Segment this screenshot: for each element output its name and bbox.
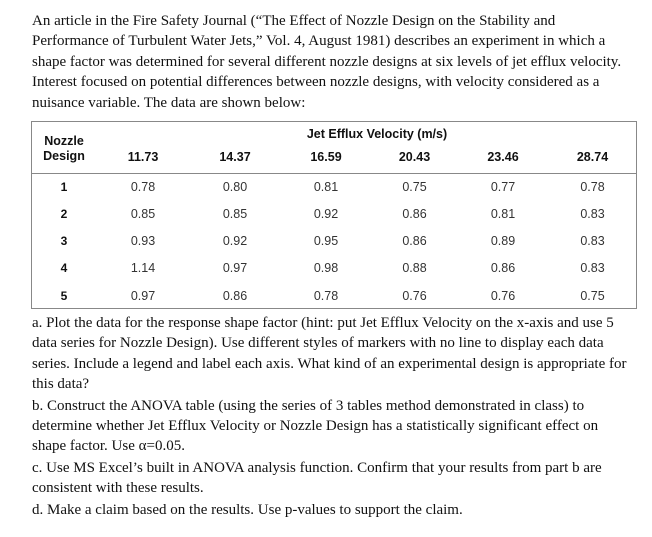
value-cell: 0.93 (130, 233, 156, 248)
table-header-divider (31, 173, 637, 174)
value-cell: 0.86 (402, 233, 427, 248)
value-cell: 0.89 (490, 233, 516, 248)
value-cell: 0.92 (222, 233, 248, 248)
table-row (31, 282, 637, 309)
value-cell: 1.14 (130, 261, 156, 275)
row-header-line1: Nozzle (44, 134, 84, 148)
design-cell: 1 (60, 179, 68, 194)
intro-paragraph: An article in the Fire Safety Journal (“The Effect of Nozzle Design on the Stability and Performance of Turbulent Water Jets,” Vol. 4, August 1981) describes an experiment in which a shape factor was determined for several different nozzle designs at six levels of jet efflux velocity. Interest focused on potential differences between nozzle designs, with velocity considered as a nuisance variable. The data are shown below: (32, 13, 622, 111)
design-cell: 4 (60, 261, 68, 275)
value-cell: 0.75 (402, 179, 427, 194)
velocity-header: 20.43 (398, 150, 431, 164)
value-cell: 0.98 (313, 261, 339, 275)
value-cell: 0.77 (490, 179, 516, 194)
row-header-line2: Design (43, 149, 85, 163)
design-cell: 5 (60, 288, 68, 303)
value-cell: 0.83 (580, 261, 605, 275)
problem-intro (32, 11, 632, 113)
question-b: b. Construct the ANOVA table (using the series of 3 tables method demonstrated in class) to determine whether Jet Efflux Velocity or Nozzle Design has a statistically significant effect on shape factor. Use α=0.05. (32, 397, 599, 455)
value-cell: 0.92 (313, 206, 339, 221)
design-cell: 3 (60, 233, 68, 248)
column-group-header: Jet Efflux Velocity (m/s) (306, 127, 448, 141)
value-cell: 0.97 (130, 288, 156, 303)
value-cell: 0.81 (313, 179, 339, 194)
question-d: d. Make a claim based on the results. Use p-values to support the claim. (32, 501, 463, 518)
value-cell: 0.97 (222, 261, 248, 275)
value-cell: 0.95 (313, 233, 339, 248)
design-cell: 2 (60, 206, 68, 221)
value-cell: 0.83 (580, 233, 605, 248)
question-list (32, 313, 632, 521)
value-cell: 0.85 (222, 206, 248, 221)
value-cell: 0.80 (222, 179, 248, 194)
value-cell: 0.75 (580, 288, 605, 303)
data-table (31, 121, 637, 309)
value-cell: 0.85 (130, 206, 156, 221)
value-cell: 0.88 (402, 261, 427, 275)
table-row (31, 254, 637, 282)
row-header (31, 121, 97, 173)
value-cell: 0.86 (222, 288, 248, 303)
value-cell: 0.78 (130, 179, 156, 194)
value-cell: 0.78 (580, 179, 605, 194)
value-cell: 0.83 (580, 206, 605, 221)
value-cell: 0.86 (490, 261, 516, 275)
table-row (31, 173, 637, 200)
table-row (31, 200, 637, 227)
value-cell: 0.76 (402, 288, 427, 303)
value-cell: 0.78 (313, 288, 339, 303)
question-a: a. Plot the data for the response shape factor (hint: put Jet Efflux Velocity on the x-axis and use 5 data series for Nozzle Design). Use different styles of markers with no line to display each data series. Include a legend and label each axis. What kind of an experimental design is appropriate for this data? (32, 315, 627, 393)
velocity-header: 16.59 (310, 150, 342, 164)
value-cell: 0.76 (490, 288, 516, 303)
value-cell: 0.81 (490, 206, 516, 221)
question-c: c. Use MS Excel’s built in ANOVA analysis function. Confirm that your results from part b are consistent with these results. (32, 459, 602, 497)
velocity-header: 14.37 (219, 150, 251, 164)
table-row (31, 227, 637, 254)
value-cell: 0.86 (402, 206, 427, 221)
velocity-header: 11.73 (127, 150, 159, 164)
velocity-header: 28.74 (576, 150, 609, 164)
velocity-header: 23.46 (487, 150, 519, 164)
